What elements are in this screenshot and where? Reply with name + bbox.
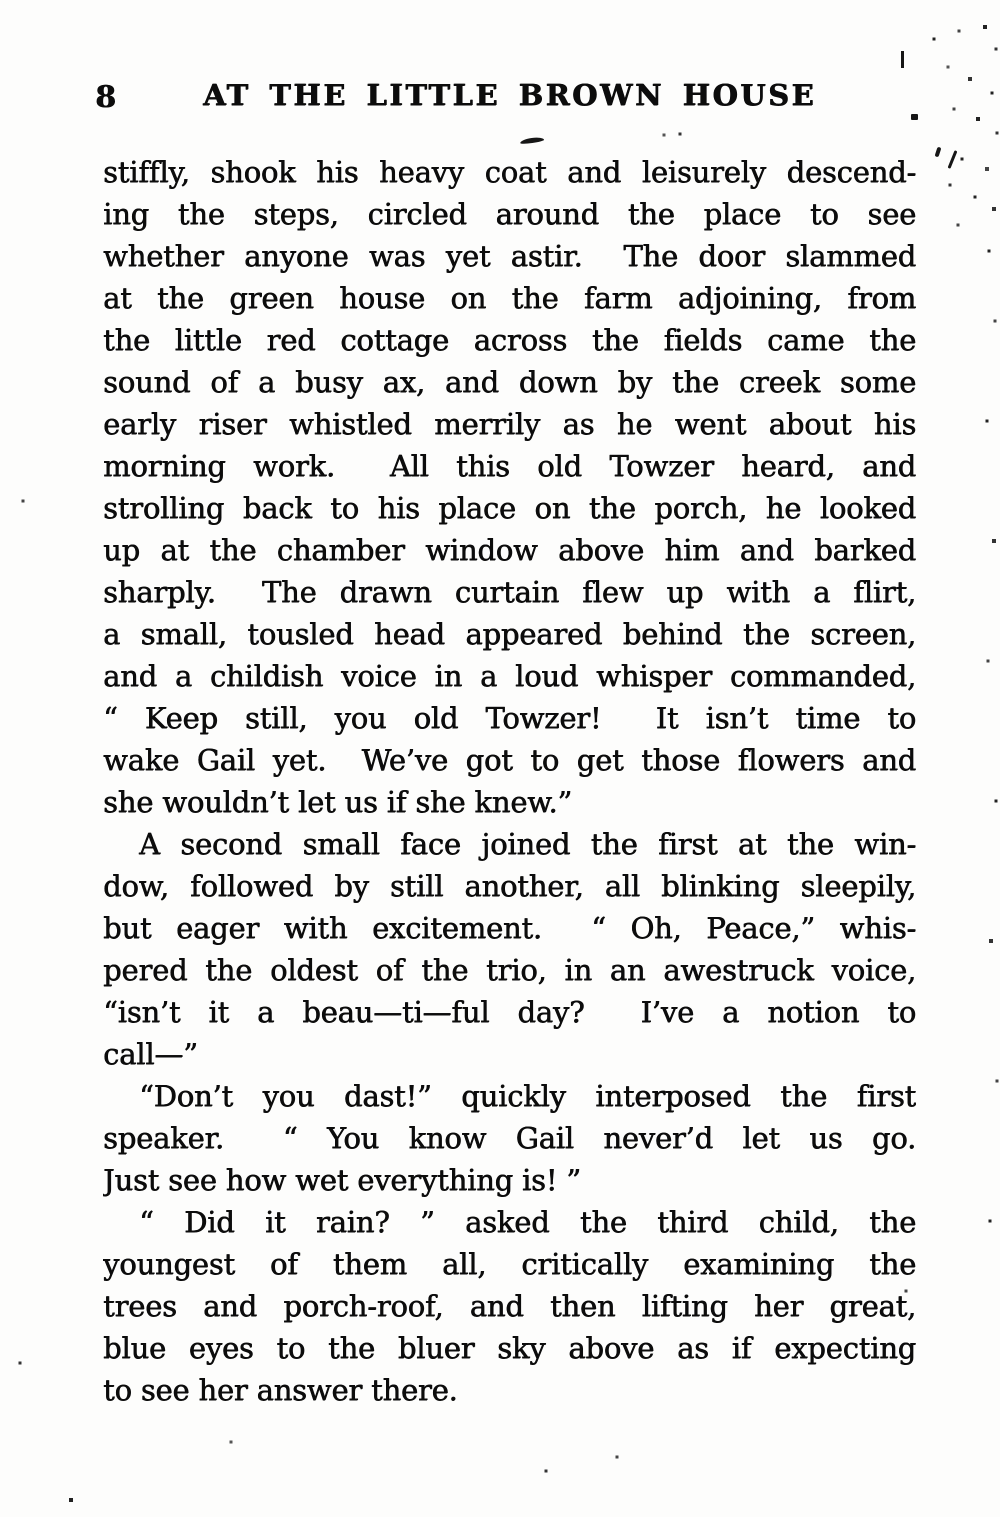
- text-line: “ Did it rain? ” asked the third child, the: [139, 1205, 916, 1239]
- text-line: ing the steps, circled around the place to see: [103, 197, 916, 231]
- text-line: “Don’t you dast!” quickly interposed the first: [139, 1079, 916, 1113]
- text-line: she wouldn’t let us if she knew.”: [103, 785, 572, 819]
- scan-artifact-tick: [901, 51, 904, 68]
- text-line: “isn’t it a beau—ti—ful day? I’ve a notion to: [103, 995, 916, 1029]
- text-line: morning work. All this old Towzer heard, and: [103, 449, 916, 483]
- text-line: to see her answer there.: [103, 1373, 458, 1407]
- text-line: stiffly, shook his heavy coat and leisurely descend-: [103, 155, 916, 189]
- text-line: speaker. “ You know Gail never’d let us go.: [103, 1121, 916, 1155]
- scan-artifact-slash: [948, 150, 958, 169]
- text-line: sharply. The drawn curtain flew up with a flirt,: [103, 575, 916, 609]
- text-line: and a childish voice in a loud whisper commanded,: [103, 659, 916, 693]
- text-line: wake Gail yet. We’ve got to get those flowers and: [103, 743, 916, 777]
- text-line: blue eyes to the bluer sky above as if expecting: [103, 1331, 916, 1365]
- text-line: strolling back to his place on the porch, he looked: [103, 491, 916, 525]
- text-line: youngest of them all, critically examining the: [103, 1247, 916, 1281]
- text-line: call—”: [103, 1037, 198, 1071]
- text-line: pered the oldest of the trio, in an awestruck voice,: [103, 953, 916, 987]
- text-line: a small, tousled head appeared behind the screen,: [103, 617, 916, 651]
- scan-artifact-quote: [935, 147, 942, 158]
- scan-artifact-dash: [520, 136, 544, 144]
- scan-artifact-blotch: [911, 114, 918, 120]
- scan-noise-speckles: [0, 0, 2, 2]
- text-line: “ Keep still, you old Towzer! It isn’t time to: [103, 701, 916, 735]
- text-line: early riser whistled merrily as he went about his: [103, 407, 916, 441]
- text-line: up at the chamber window above him and barked: [103, 533, 916, 567]
- text-line: whether anyone was yet astir. The door slammed: [103, 239, 916, 273]
- text-line: sound of a busy ax, and down by the creek some: [103, 365, 916, 399]
- text-line: Just see how wet everything is! ”: [103, 1163, 581, 1197]
- text-line: A second small face joined the first at the win-: [139, 827, 916, 861]
- page-number: 8: [95, 80, 116, 115]
- running-title: AT THE LITTLE BROWN HOUSE: [203, 78, 816, 112]
- text-block: [103, 151, 916, 1411]
- text-line: trees and porch-roof, and then lifting her great,: [103, 1289, 916, 1323]
- page-header: [95, 78, 916, 120]
- text-line: at the green house on the farm adjoining, from: [103, 281, 916, 315]
- text-line: the little red cottage across the fields came the: [103, 323, 916, 357]
- text-line: but eager with excitement. “ Oh, Peace,” whis-: [103, 911, 916, 945]
- text-line: dow, followed by still another, all blinking sleepily,: [103, 869, 916, 903]
